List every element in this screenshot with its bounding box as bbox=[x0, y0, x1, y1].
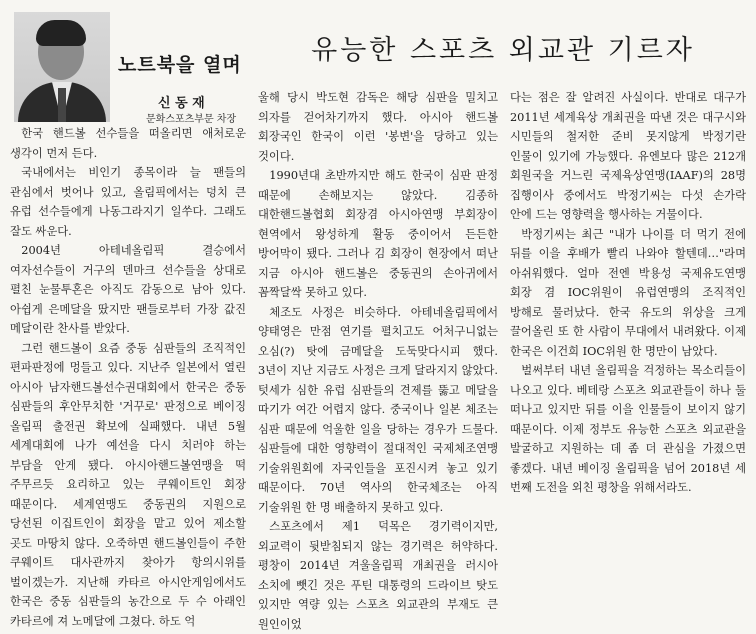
body-column-1 bbox=[10, 124, 246, 631]
headline: 유능한 스포츠 외교관 기르자 bbox=[311, 35, 695, 66]
body-column-2 bbox=[258, 88, 498, 634]
paragraph: 국내에서는 비인기 종목이라 늘 팬들의 관심에서 벗어나 있고, 올림픽에서는 덩치 큰 유럽 선수들에게 나동그라지기 일쑤다. 그래도 잘도 싸운다. bbox=[10, 166, 246, 238]
paragraph: 한국 핸드볼 선수들을 떠올리면 애처로운 생각이 먼저 든다. bbox=[10, 127, 246, 160]
paragraph: 스포츠에서 제1 덕목은 경기력이지만, 외교력이 뒷받침되지 않는 경기력은 허약하다. 평창이 2014년 겨울올림픽 개최권을 러시아 소치에 뺏긴 것은 푸틴 대통령의 드라이브 탓도 있지만 역량 있는 스포츠 외교관의 부재도 큰 원인이었 bbox=[258, 520, 498, 631]
paragraph: 그런 핸드볼이 요즘 중동 심판들의 조직적인 편파판정에 멍들고 있다. 지난주 일본에서 열린 아시아 남자핸드볼선수권대회에서 한국은 중동 심판들의 후안무치한 '거꾸로' 판정으로 베이징 올림픽 출전권 확보에 실패했다. 내년 5월 세계대회에 나가 예선을 다시 치러야 하는 부담을 안게 됐다. 아시아핸드볼연맹을 떡 주무르듯 요리하고 있는 쿠웨이트인 회장 때문이다. 세계연맹도 중동권의 지원으로 당선된 이집트인이 회장을 맡고 있어 제소할 곳도 마땅치 않다. 오죽하면 핸드볼인들이 주한 쿠웨이트 대사관까지 찾아가 항의시위를 벌이겠는가. 지난해 카타르 아시안게임에서도 한국은 중동 심판들의 농간으로 두 수 아래인 카타르에 져 노메달에 그쳤다. 하도 억 bbox=[10, 341, 246, 628]
author-photo bbox=[14, 12, 110, 122]
paragraph: 울해 당시 박도현 감독은 해당 심판을 밀치고 의자를 걷어차기까지 했다. 아시아 핸드볼 회장국인 한국이 이런 '봉변'을 당하고 있는 것이다. bbox=[258, 91, 498, 163]
body-column-3 bbox=[510, 88, 746, 498]
paragraph: 2004년 아테네올림픽 결승에서 여자선수들이 거구의 덴마크 선수들을 상대로 펼친 눈물투혼은 아직도 감동으로 남아 있다. 아쉽게 은메달을 땄지만 팬들로부터 가장 값진 메달이란 찬사를 받았다. bbox=[10, 244, 246, 335]
column-name: 노트북을 열며 bbox=[118, 54, 242, 76]
paragraph: 다는 점은 잘 알려진 사실이다. 반대로 대구가 2011년 세계육상 개최권을 따낸 것은 대구시와 시민들의 철저한 준비 못지않게 박정기란 인물이 있기에 가능했다. 유엔보다 많은 212개 회원국을 거느린 국제육상연맹(IAAF)의 28명 집행이사 중에서도 박정기씨는 다섯 손가락 안에 드는 영향력을 행사하는 거물이다. bbox=[510, 91, 746, 221]
author-box bbox=[8, 6, 248, 124]
author-name: 신 동 재 bbox=[158, 96, 205, 111]
author-title: 문화스포츠부문 차장 bbox=[146, 114, 237, 125]
paragraph: 박정기씨는 최근 "내가 나이를 더 먹기 전에 뒤를 이을 후배가 빨리 나와야 할텐데…"라며 아쉬워했다. 얼마 전엔 박용성 국제유도연맹 회장 겸 IOC위원이 유럽연맹의 조직적인 방해로 물러났다. 한국 유도의 위상을 크게 끌어올린 또 한 사람이 무대에서 내려왔다. 이제 한국은 이건희 IOC위원 한 명만이 남았다. bbox=[510, 227, 746, 358]
paragraph: 체조도 사정은 비슷하다. 아테네올림픽에서 양태영은 만점 연기를 펼치고도 어처구니없는 오심(?) 탓에 금메달을 도둑맞다시피 했다. 3년이 지난 지금도 사정은 크게 달라지지 않았다. 텃세가 심한 유럽 심판들의 견제를 뚫고 메달을 따기가 여간 어렵지 않다. 중국이나 일본 체조는 심판 때문에 억울한 일을 당하는 경우가 드물다. 심판들에 대한 영향력이 절대적인 국제체조연맹 기술위원회에 자국인들을 포진시켜 놓고 있기 때문이다. 70년 역사의 한국체조는 아직 기술위원 한 명 배출하지 못하고 있다. bbox=[258, 305, 498, 514]
paragraph: 1990년대 초반까지만 해도 한국이 심판 판정 때문에 손해보지는 않았다. 김종하 대한핸드볼협회 회장겸 아시아연맹 부회장이 현역에서 왕성하게 활동 중이어서 든든한 방어막이 됐다. 그러나 김 회장이 현장에서 떠난 지금 아시아 핸드볼은 중동권의 손아귀에서 꼼짝달싹 못하고 있다. bbox=[258, 169, 498, 299]
paragraph: 벌써부터 내년 올림픽을 걱정하는 목소리들이 나오고 있다. 베테랑 스포츠 외교관들이 하나 둘 떠나고 있지만 뒤를 이을 인물들이 보이지 않기 때문이다. 이제 정부도 유능한 스포츠 외교관을 발굴하고 지원하는 데 좀 더 관심을 가졌으면 좋겠다. 내년 베이징 올림픽을 넘어 2018년 세 번째 도전을 외친 평창을 위해서라도. bbox=[510, 364, 746, 494]
